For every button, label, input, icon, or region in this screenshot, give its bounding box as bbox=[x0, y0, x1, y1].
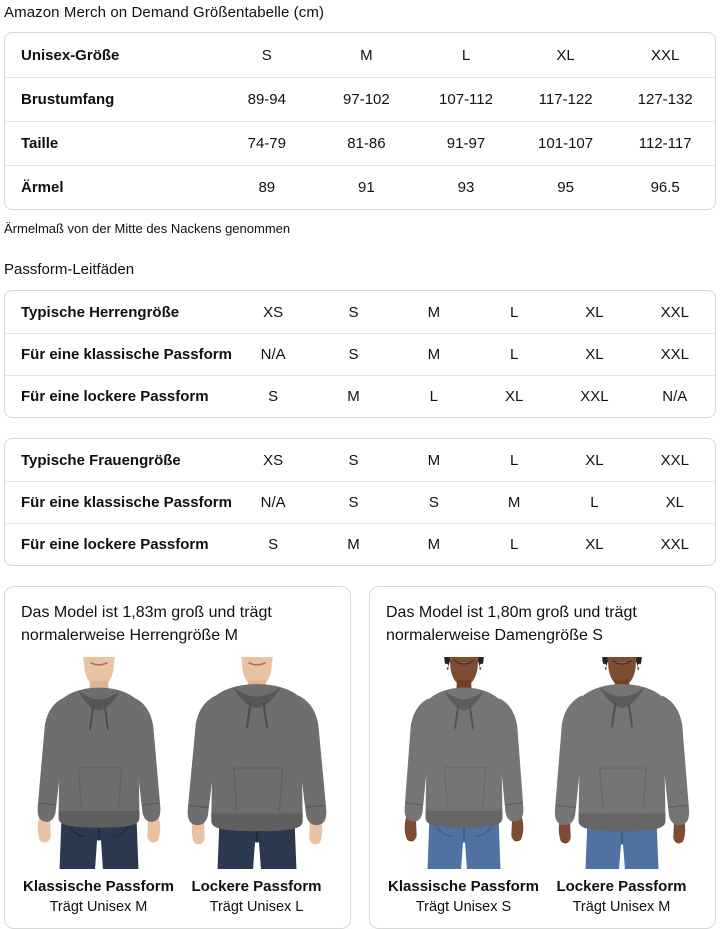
unisex-size-table bbox=[4, 32, 716, 210]
female-loose-fit-figure bbox=[546, 657, 698, 915]
male-hoodie bbox=[37, 688, 160, 828]
size-cell: M bbox=[427, 451, 441, 469]
measure-cell: 107-112 bbox=[439, 91, 493, 108]
measure-cell: 89 bbox=[258, 179, 276, 196]
size-cell: L bbox=[461, 46, 471, 64]
size-cell: XS bbox=[263, 303, 284, 321]
size-cell: M bbox=[360, 46, 373, 64]
model-cards bbox=[4, 586, 716, 929]
size-cell: L bbox=[509, 303, 519, 321]
size-cell: N/A bbox=[260, 494, 286, 511]
measure-cell: 95 bbox=[557, 179, 574, 196]
size-cell: M bbox=[507, 494, 521, 511]
size-cell: XXL bbox=[660, 303, 689, 321]
female-hoodie bbox=[404, 688, 523, 828]
worn-size-label: Trägt Unisex M bbox=[572, 899, 671, 916]
table-row bbox=[5, 481, 715, 523]
size-cell: XL bbox=[585, 451, 604, 469]
row-label: Ärmel bbox=[21, 179, 64, 196]
row-label: Für eine lockere Passform bbox=[21, 536, 209, 553]
worn-size-label: Trägt Unisex S bbox=[415, 899, 512, 916]
size-cell: S bbox=[428, 494, 439, 511]
size-cell: S bbox=[348, 346, 359, 363]
size-cell: S bbox=[348, 451, 359, 469]
size-cell: M bbox=[427, 346, 441, 363]
womens-fit-table bbox=[4, 438, 716, 566]
size-cell: M bbox=[347, 536, 360, 553]
size-cell: L bbox=[590, 494, 599, 511]
size-cell: XXL bbox=[580, 388, 609, 405]
size-cell: M bbox=[427, 303, 441, 321]
table-row bbox=[5, 375, 715, 417]
fit-label: Lockere Passform bbox=[191, 878, 322, 896]
size-cell: XL bbox=[585, 346, 604, 363]
size-cell: N/A bbox=[662, 388, 688, 405]
size-cell: L bbox=[429, 388, 438, 405]
worn-size-label: Trägt Unisex L bbox=[209, 899, 304, 916]
size-cell: S bbox=[348, 303, 359, 321]
table-row bbox=[5, 523, 715, 565]
model-description: Das Model ist 1,80m groß und trägt normalerweise Damengröße S bbox=[386, 604, 637, 644]
sleeve-measure-note: Ärmelmaß von der Mitte des Nackens genommen bbox=[4, 221, 291, 236]
table-row bbox=[5, 77, 715, 121]
fit-guides-heading: Passform-Leitfäden bbox=[4, 261, 135, 278]
male-classic-fit-photo bbox=[24, 657, 174, 869]
female-head bbox=[444, 657, 484, 692]
table-row bbox=[5, 333, 715, 375]
male-head bbox=[83, 657, 115, 692]
male-classic-fit-figure bbox=[23, 657, 175, 915]
worn-size-label: Trägt Unisex M bbox=[49, 899, 148, 916]
female-model-card bbox=[369, 586, 716, 929]
row-label: Für eine klassische Passform bbox=[21, 494, 232, 511]
model-description: Das Model ist 1,83m groß und trägt normalerweise Herrengröße M bbox=[21, 604, 272, 644]
row-label: Für eine klassische Passform bbox=[21, 346, 232, 363]
size-cell: XXL bbox=[650, 46, 680, 64]
row-label: Typische Frauengröße bbox=[21, 451, 181, 469]
table-row bbox=[5, 33, 715, 77]
female-hoodie bbox=[554, 685, 688, 832]
male-hoodie bbox=[187, 685, 326, 832]
measure-cell: 93 bbox=[457, 179, 475, 196]
row-label: Unisex-Größe bbox=[21, 46, 120, 64]
size-cell: M bbox=[347, 388, 360, 405]
female-classic-fit-photo bbox=[389, 657, 539, 869]
size-cell: XL bbox=[585, 536, 604, 553]
size-cell: XL bbox=[556, 46, 575, 64]
female-loose-fit-photo bbox=[547, 657, 697, 869]
measure-cell: 81-86 bbox=[347, 135, 386, 152]
measure-cell: 117-122 bbox=[538, 91, 593, 108]
size-cell: XXL bbox=[660, 346, 689, 363]
female-classic-fit-figure bbox=[388, 657, 540, 915]
size-cell: XL bbox=[504, 388, 524, 405]
size-cell: L bbox=[509, 451, 519, 469]
size-cell: S bbox=[261, 46, 272, 64]
size-cell: M bbox=[427, 536, 441, 553]
measure-cell: 101-107 bbox=[538, 135, 594, 152]
size-cell: XXL bbox=[660, 536, 689, 553]
measure-cell: 91-97 bbox=[446, 135, 486, 152]
fit-label: Klassische Passform bbox=[388, 878, 539, 896]
measure-cell: 96.5 bbox=[650, 179, 680, 196]
measure-cell: 74-79 bbox=[247, 135, 286, 152]
fit-label: Klassische Passform bbox=[23, 878, 174, 896]
row-label: Typische Herrengröße bbox=[21, 303, 180, 321]
mens-fit-table bbox=[4, 290, 716, 418]
size-cell: XL bbox=[585, 303, 604, 321]
male-loose-fit-figure bbox=[181, 657, 333, 915]
fit-label: Lockere Passform bbox=[556, 878, 687, 896]
row-label: Taille bbox=[21, 135, 59, 152]
row-label: Brustumfang bbox=[21, 91, 115, 108]
measure-cell: 91 bbox=[358, 179, 375, 196]
table-row bbox=[5, 291, 715, 333]
size-cell: XL bbox=[665, 494, 684, 511]
size-cell: L bbox=[509, 346, 519, 363]
male-model-card bbox=[4, 586, 351, 929]
size-cell: L bbox=[509, 536, 519, 553]
table-row bbox=[5, 439, 715, 481]
size-cell: XS bbox=[263, 451, 284, 469]
table-row bbox=[5, 121, 715, 165]
male-loose-fit-photo bbox=[182, 657, 332, 869]
measure-cell: 127-132 bbox=[637, 91, 693, 108]
table-row bbox=[5, 165, 715, 209]
size-cell: S bbox=[268, 536, 279, 553]
measure-cell: 89-94 bbox=[247, 91, 286, 108]
row-label: Für eine lockere Passform bbox=[21, 388, 209, 405]
size-cell: S bbox=[348, 494, 359, 511]
size-cell: XXL bbox=[660, 451, 689, 469]
page-title: Amazon Merch on Demand Größentabelle (cm) bbox=[4, 4, 325, 21]
size-cell: S bbox=[268, 388, 279, 405]
measure-cell: 112-117 bbox=[638, 135, 692, 152]
measure-cell: 97-102 bbox=[343, 91, 390, 108]
size-cell: N/A bbox=[260, 346, 286, 363]
